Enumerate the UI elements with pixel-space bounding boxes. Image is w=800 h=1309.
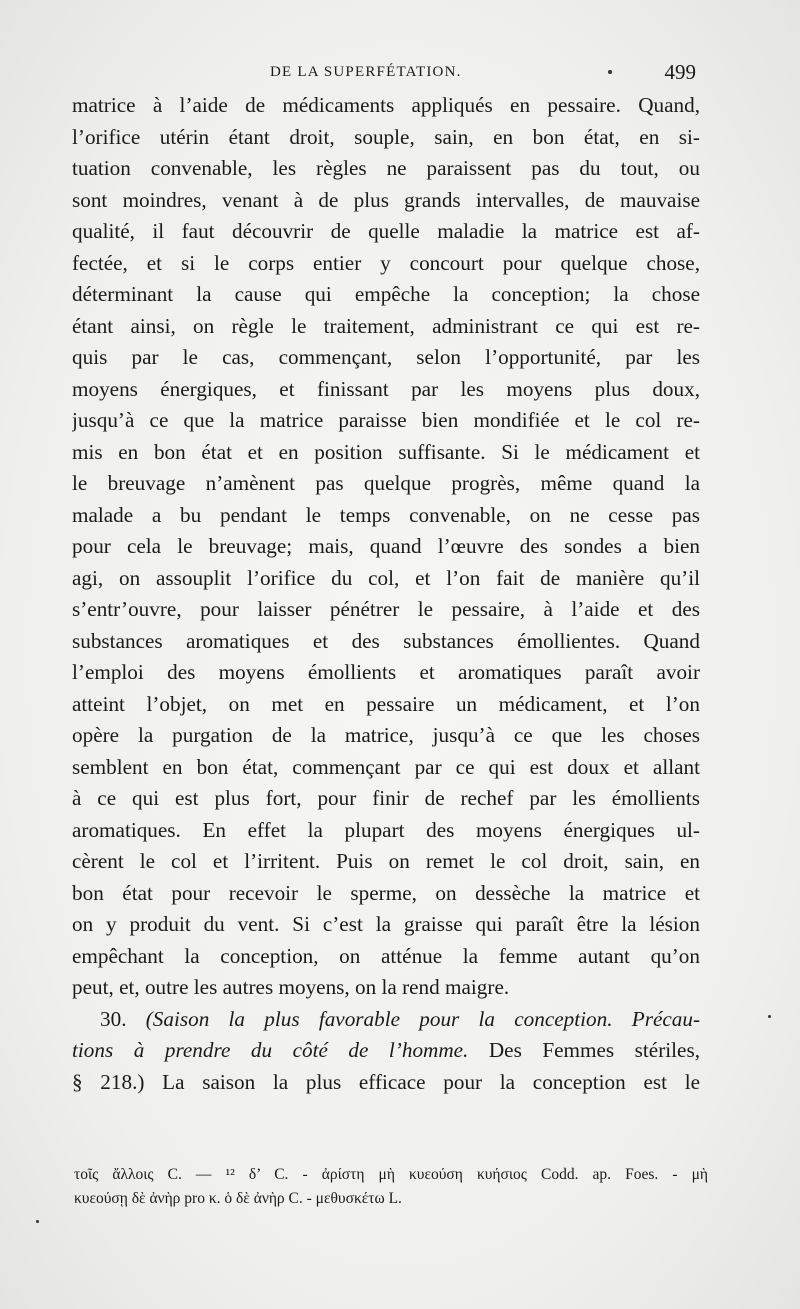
text-line: fectée, et si le corps entier y concourt pour quelque chose,	[72, 250, 700, 275]
text-line: étant ainsi, on règle le traitement, administrant ce qui est re-	[72, 313, 700, 338]
section-number: 30.	[100, 1006, 127, 1031]
text-line: semblent en bon état, commençant par ce qui est doux et allant	[72, 754, 700, 779]
page-number: 499	[664, 60, 696, 84]
section-title-italic: (Saison la plus favorable pour la conception. Précau-	[145, 1006, 700, 1031]
section-30-heading-line-2	[72, 1035, 700, 1067]
cross-reference: Des Femmes stériles,	[468, 1038, 700, 1062]
section-30-text-line	[72, 1067, 700, 1099]
text-line: quis par le cas, commençant, selon l’opportunité, par les	[72, 345, 700, 369]
text-line: aromatiques. En effet la plupart des moyens énergiques ul-	[72, 817, 700, 842]
section-30-heading-line	[72, 1004, 700, 1036]
text-line: atteint l’objet, on met en pessaire un médicament, et l’on	[72, 691, 700, 716]
text-line: moyens énergiques, et finissant par les moyens plus doux,	[72, 376, 700, 401]
text-line: déterminant la cause qui empêche la conception; la chose	[72, 282, 700, 306]
text-line: agi, on assouplit l’orifice du col, et l’on fait de manière qu’il	[72, 565, 700, 590]
text-line: s’entr’ouvre, pour laisser pénétrer le pessaire, à l’aide et des	[72, 597, 700, 621]
text-line: malade a bu pendant le temps convenable, on ne cesse pas	[72, 502, 700, 527]
footnote-line: τοῖς ἄλλοις C. — ¹² δ’ C. - ἀρίστη μὴ κυεούση κυήσιος Codd. ap. Foes. - μὴ	[74, 1166, 708, 1183]
section-title-italic-cont: tions à prendre du côté de l’homme.	[72, 1038, 469, 1062]
text-line: matrice à l’aide de médicaments appliqués en pessaire. Quand,	[72, 93, 700, 117]
footnote-line: κυεούσῃ δὲ ἀνὴρ pro κ. ὁ δὲ ἀνὴρ C. - μεθυσκέτω L.	[74, 1190, 402, 1207]
text-line: peut, et, outre les autres moyens, on la rend maigre.	[72, 975, 510, 999]
text-line: on y produit du vent. Si c’est la graisse qui paraît être la lésion	[72, 912, 700, 936]
print-speck	[36, 1220, 39, 1223]
text-line: l’emploi des moyens émollients et aromatiques paraît avoir	[72, 660, 700, 684]
text-line: empêchant la conception, on atténue la femme autant qu’on	[72, 943, 700, 968]
text-line: substances aromatiques et des substances émollientes. Quand	[72, 628, 700, 653]
text-line: à ce qui est plus fort, pour finir de rechef par les émollients	[72, 786, 700, 810]
main-text	[72, 90, 700, 1098]
text-line: bon état pour recevoir le sperme, on dessèche la matrice et	[72, 880, 700, 905]
text-line: jusqu’à ce que la matrice paraisse bien mondifiée et le col re-	[72, 408, 700, 432]
text-line: l’orifice utérin étant droit, souple, sain, en bon état, en si-	[72, 124, 700, 149]
text-line: qualité, il faut découvrir de quelle maladie la matrice est af-	[72, 219, 700, 243]
running-title: DE LA SUPERFÉTATION.	[270, 64, 462, 80]
text-line: mis en bon état et en position suffisante. Si le médicament et	[72, 439, 700, 464]
text-line: cèrent le col et l’irritent. Puis on remet le col droit, sain, en	[72, 849, 700, 873]
text-line: le breuvage n’amènent pas quelque progrès, même quand la	[72, 471, 700, 495]
page-header	[72, 60, 700, 88]
text-line: sont moindres, venant à de plus grands intervalles, de mauvaise	[72, 187, 700, 212]
section-reference: § 218.)	[72, 1069, 145, 1094]
text-line: pour cela le breuvage; mais, quand l’œuvre des sondes a bien	[72, 534, 700, 558]
text-line: opère la purgation de la matrice, jusqu’à ce que les choses	[72, 723, 700, 747]
print-speck	[768, 1015, 771, 1018]
footnotes	[74, 1163, 708, 1211]
print-speck	[608, 70, 612, 74]
section-text: La saison la plus efficace pour la conception est le	[144, 1069, 700, 1094]
text-line: tuation convenable, les règles ne paraissent pas du tout, ou	[72, 156, 700, 180]
